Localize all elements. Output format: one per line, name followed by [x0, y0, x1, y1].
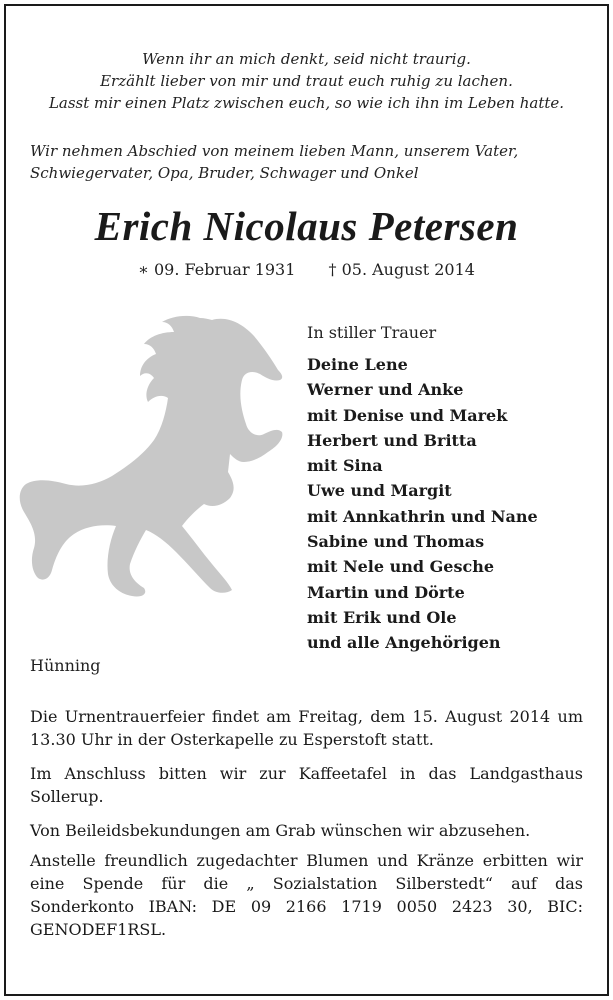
poem-line: Lasst mir einen Platz zwischen euch, so wie ich ihn im Leben hatte.: [48, 94, 565, 112]
death-date: † 05. August 2014: [328, 260, 475, 279]
intro-line: Schwiegervater, Opa, Bruder, Schwager und Onkel: [30, 164, 419, 182]
family-line: Sabine und Thomas: [307, 532, 485, 552]
family-line: Uwe und Margit: [307, 481, 452, 501]
family-line: Deine Lene: [307, 355, 408, 374]
coffee-paragraph: Im Anschluss bitten wir zur Kaffeetafel in das Landgasthaus Sollerup.: [30, 764, 583, 806]
family-line: mit Erik und Ole: [307, 607, 457, 627]
family-line: Herbert und Britta: [307, 430, 477, 450]
deceased-name: Erich Nicolaus Petersen: [94, 203, 519, 249]
intro-line: Wir nehmen Abschied von meinem lieben Mann, unserem Vater,: [30, 142, 519, 160]
service-paragraph: Die Urnentrauerfeier findet am Freitag, dem 15. August 2014 um 13.30 Uhr in der Osterkapelle zu Esperstoft statt.: [30, 707, 583, 749]
poem: [0, 48, 613, 114]
life-dates: [0, 260, 613, 279]
place-name: Hünning: [30, 656, 101, 675]
family-line: mit Annkathrin und Nane: [307, 506, 538, 526]
poem-line: Wenn ihr an mich denkt, seid nicht traurig.: [142, 50, 471, 68]
donation-paragraph: Anstelle freundlich zugedachter Blumen und Kränze erbitten wir eine Spende für die „ Sozialstation Silberstedt“ auf das Sonderkonto IBAN: DE 09 2166 1719 0050 2423 30, BIC: GENODEF1RSL.: [30, 851, 583, 939]
family-line: mit Denise und Marek: [307, 405, 508, 425]
family-line: und alle Angehörigen: [307, 633, 501, 653]
intro-text: [30, 140, 590, 184]
mourning-label: In stiller Trauer: [307, 323, 437, 342]
rearing-horse-icon: [16, 312, 286, 602]
family-list: [307, 352, 538, 656]
poem-line: Erzählt lieber von mir und traut euch ruhig zu lachen.: [100, 72, 513, 90]
family-line: Werner und Anke: [307, 380, 464, 400]
family-line: mit Sina: [307, 456, 383, 476]
condolence-paragraph: Von Beileidsbekundungen am Grab wünschen wir abzusehen.: [30, 821, 531, 840]
birth-date: ∗ 09. Februar 1931: [138, 260, 296, 279]
family-line: Martin und Dörte: [307, 582, 465, 602]
family-line: mit Nele und Gesche: [307, 557, 495, 577]
